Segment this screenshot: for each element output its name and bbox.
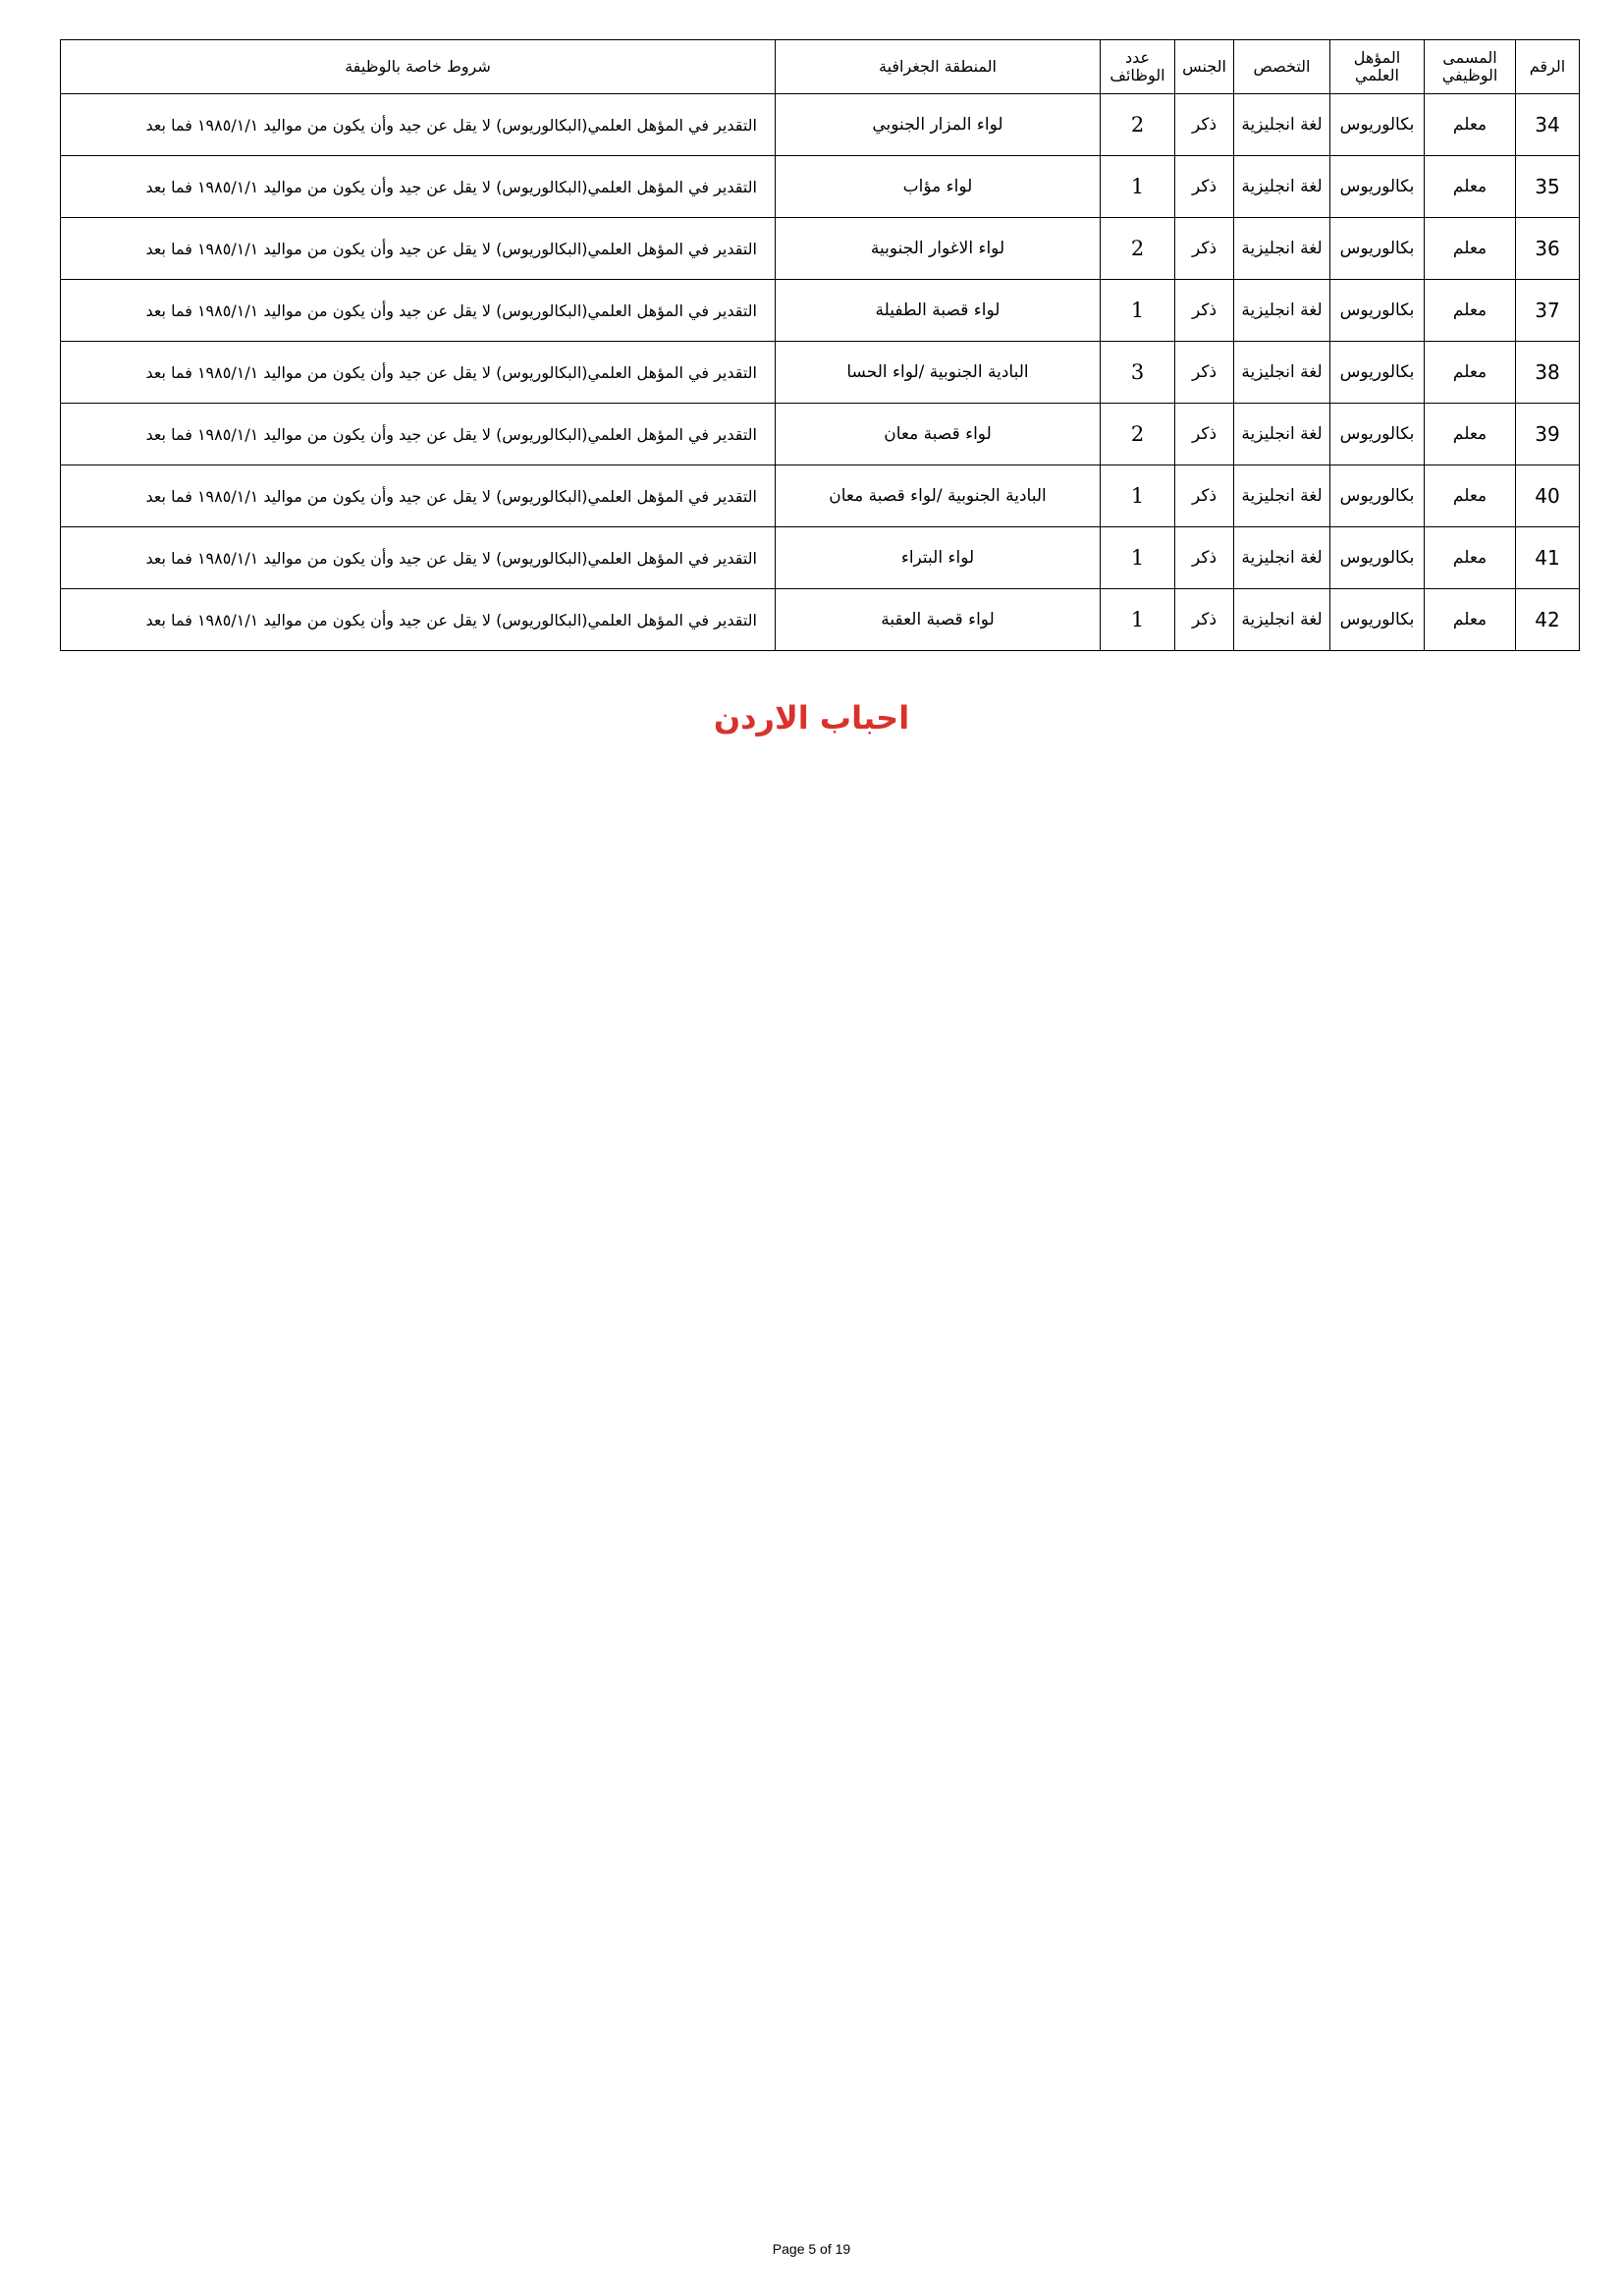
cell-vacancies: 2 bbox=[1101, 404, 1175, 465]
cell-region: لواء البتراء bbox=[776, 527, 1101, 589]
cell-conditions: التقدير في المؤهل العلمي(البكالوريوس) لا يقل عن جيد وأن يكون من مواليد ١٩٨٥/١/١ فما بعد bbox=[61, 218, 776, 280]
cell-vacancies: 3 bbox=[1101, 342, 1175, 404]
table-row bbox=[61, 404, 1580, 465]
jobs-table bbox=[60, 39, 1580, 651]
table-header-row bbox=[61, 40, 1580, 94]
table-row bbox=[61, 342, 1580, 404]
cell-specialization: لغة انجليزية bbox=[1234, 527, 1330, 589]
header-specialization: التخصص bbox=[1234, 40, 1330, 94]
cell-vacancies: 2 bbox=[1101, 94, 1175, 156]
cell-vacancies: 1 bbox=[1101, 589, 1175, 651]
cell-qualification: بكالوريوس bbox=[1330, 218, 1425, 280]
cell-gender: ذكر bbox=[1175, 589, 1234, 651]
table-row bbox=[61, 589, 1580, 651]
header-number: الرقم bbox=[1516, 40, 1580, 94]
cell-specialization: لغة انجليزية bbox=[1234, 589, 1330, 651]
cell-conditions: التقدير في المؤهل العلمي(البكالوريوس) لا يقل عن جيد وأن يكون من مواليد ١٩٨٥/١/١ فما بعد bbox=[61, 527, 776, 589]
cell-conditions: التقدير في المؤهل العلمي(البكالوريوس) لا يقل عن جيد وأن يكون من مواليد ١٩٨٥/١/١ فما بعد bbox=[61, 280, 776, 342]
cell-region: لواء قصبة معان bbox=[776, 404, 1101, 465]
cell-specialization: لغة انجليزية bbox=[1234, 404, 1330, 465]
cell-job-title: معلم bbox=[1425, 280, 1516, 342]
cell-vacancies: 1 bbox=[1101, 156, 1175, 218]
cell-qualification: بكالوريوس bbox=[1330, 404, 1425, 465]
cell-region: البادية الجنوبية /لواء الحسا bbox=[776, 342, 1101, 404]
cell-number: 39 bbox=[1516, 404, 1580, 465]
cell-job-title: معلم bbox=[1425, 218, 1516, 280]
cell-conditions: التقدير في المؤهل العلمي(البكالوريوس) لا يقل عن جيد وأن يكون من مواليد ١٩٨٥/١/١ فما بعد bbox=[61, 342, 776, 404]
cell-conditions: التقدير في المؤهل العلمي(البكالوريوس) لا يقل عن جيد وأن يكون من مواليد ١٩٨٥/١/١ فما بعد bbox=[61, 465, 776, 527]
cell-gender: ذكر bbox=[1175, 280, 1234, 342]
header-qualification: المؤهل العلمي bbox=[1330, 40, 1425, 94]
cell-qualification: بكالوريوس bbox=[1330, 280, 1425, 342]
table-row bbox=[61, 218, 1580, 280]
cell-vacancies: 1 bbox=[1101, 527, 1175, 589]
cell-job-title: معلم bbox=[1425, 156, 1516, 218]
cell-specialization: لغة انجليزية bbox=[1234, 156, 1330, 218]
cell-region: لواء الاغوار الجنوبية bbox=[776, 218, 1101, 280]
cell-conditions: التقدير في المؤهل العلمي(البكالوريوس) لا يقل عن جيد وأن يكون من مواليد ١٩٨٥/١/١ فما بعد bbox=[61, 94, 776, 156]
header-conditions: شروط خاصة بالوظيفة bbox=[61, 40, 776, 94]
cell-job-title: معلم bbox=[1425, 589, 1516, 651]
cell-gender: ذكر bbox=[1175, 404, 1234, 465]
cell-vacancies: 1 bbox=[1101, 465, 1175, 527]
cell-number: 36 bbox=[1516, 218, 1580, 280]
watermark-text: احباب الاردن bbox=[713, 699, 910, 737]
cell-specialization: لغة انجليزية bbox=[1234, 94, 1330, 156]
cell-qualification: بكالوريوس bbox=[1330, 156, 1425, 218]
cell-gender: ذكر bbox=[1175, 94, 1234, 156]
cell-gender: ذكر bbox=[1175, 527, 1234, 589]
header-job-title: المسمى الوظيفي bbox=[1425, 40, 1516, 94]
cell-job-title: معلم bbox=[1425, 527, 1516, 589]
cell-number: 38 bbox=[1516, 342, 1580, 404]
cell-specialization: لغة انجليزية bbox=[1234, 342, 1330, 404]
table-row bbox=[61, 465, 1580, 527]
cell-vacancies: 2 bbox=[1101, 218, 1175, 280]
cell-region: لواء مؤاب bbox=[776, 156, 1101, 218]
cell-gender: ذكر bbox=[1175, 218, 1234, 280]
cell-number: 40 bbox=[1516, 465, 1580, 527]
cell-conditions: التقدير في المؤهل العلمي(البكالوريوس) لا يقل عن جيد وأن يكون من مواليد ١٩٨٥/١/١ فما بعد bbox=[61, 589, 776, 651]
page-number: Page 5 of 19 bbox=[772, 2241, 851, 2257]
cell-region: لواء قصبة العقبة bbox=[776, 589, 1101, 651]
table-row bbox=[61, 280, 1580, 342]
cell-number: 42 bbox=[1516, 589, 1580, 651]
cell-qualification: بكالوريوس bbox=[1330, 465, 1425, 527]
cell-job-title: معلم bbox=[1425, 404, 1516, 465]
cell-qualification: بكالوريوس bbox=[1330, 94, 1425, 156]
cell-number: 34 bbox=[1516, 94, 1580, 156]
cell-gender: ذكر bbox=[1175, 156, 1234, 218]
cell-qualification: بكالوريوس bbox=[1330, 527, 1425, 589]
cell-gender: ذكر bbox=[1175, 342, 1234, 404]
cell-gender: ذكر bbox=[1175, 465, 1234, 527]
cell-specialization: لغة انجليزية bbox=[1234, 218, 1330, 280]
cell-qualification: بكالوريوس bbox=[1330, 589, 1425, 651]
cell-specialization: لغة انجليزية bbox=[1234, 280, 1330, 342]
cell-region: لواء قصبة الطفيلة bbox=[776, 280, 1101, 342]
cell-number: 35 bbox=[1516, 156, 1580, 218]
cell-region: البادية الجنوبية /لواء قصبة معان bbox=[776, 465, 1101, 527]
cell-number: 37 bbox=[1516, 280, 1580, 342]
header-region: المنطقة الجغرافية bbox=[776, 40, 1101, 94]
table-row bbox=[61, 527, 1580, 589]
header-gender: الجنس bbox=[1175, 40, 1234, 94]
table-body bbox=[61, 94, 1580, 651]
cell-job-title: معلم bbox=[1425, 342, 1516, 404]
cell-job-title: معلم bbox=[1425, 465, 1516, 527]
table-row bbox=[61, 94, 1580, 156]
cell-vacancies: 1 bbox=[1101, 280, 1175, 342]
cell-conditions: التقدير في المؤهل العلمي(البكالوريوس) لا يقل عن جيد وأن يكون من مواليد ١٩٨٥/١/١ فما بعد bbox=[61, 404, 776, 465]
cell-number: 41 bbox=[1516, 527, 1580, 589]
header-vacancies: عدد الوظائف bbox=[1101, 40, 1175, 94]
cell-qualification: بكالوريوس bbox=[1330, 342, 1425, 404]
cell-conditions: التقدير في المؤهل العلمي(البكالوريوس) لا يقل عن جيد وأن يكون من مواليد ١٩٨٥/١/١ فما بعد bbox=[61, 156, 776, 218]
cell-job-title: معلم bbox=[1425, 94, 1516, 156]
cell-specialization: لغة انجليزية bbox=[1234, 465, 1330, 527]
table-row bbox=[61, 156, 1580, 218]
cell-region: لواء المزار الجنوبي bbox=[776, 94, 1101, 156]
